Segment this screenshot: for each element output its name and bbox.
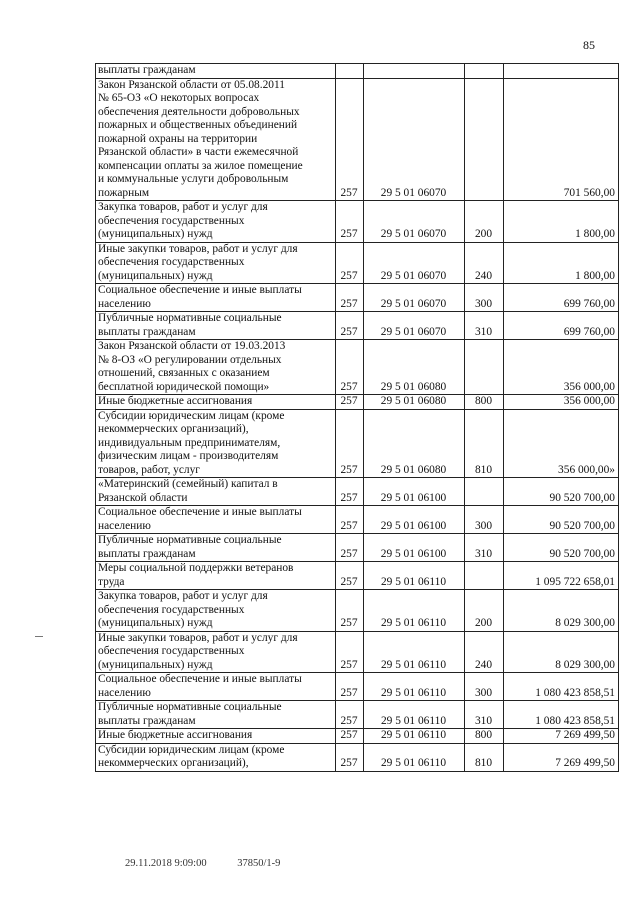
budget-table-body	[96, 64, 619, 772]
row-ministry-code-cell: 257	[336, 395, 364, 410]
row-amount-cell: 1 800,00	[504, 201, 619, 243]
row-expense-type-cell	[465, 78, 504, 201]
row-expense-type-cell: 300	[465, 506, 504, 534]
row-target-article-cell: 29 5 01 06070	[364, 78, 465, 201]
row-name-cell: Социальное обеспечение и иные выплаты населению	[96, 284, 336, 312]
row-ministry-code-cell: 257	[336, 729, 364, 744]
row-ministry-code-cell: 257	[336, 743, 364, 771]
row-target-article-cell: 29 5 01 06070	[364, 284, 465, 312]
row-amount-cell: 699 760,00	[504, 284, 619, 312]
table-row	[96, 395, 619, 410]
row-target-article-cell: 29 5 01 06070	[364, 312, 465, 340]
row-name-cell: Иные бюджетные ассигнования	[96, 729, 336, 744]
row-ministry-code-cell: 257	[336, 340, 364, 395]
row-target-article-cell	[364, 64, 465, 79]
row-name-cell: Публичные нормативные социальные выплаты гражданам	[96, 534, 336, 562]
row-expense-type-cell	[465, 478, 504, 506]
row-name-cell: Иные закупки товаров, работ и услуг для обеспечения государственных (муниципальных) нужд	[96, 631, 336, 673]
row-ministry-code-cell: 257	[336, 201, 364, 243]
row-target-article-cell: 29 5 01 06080	[364, 340, 465, 395]
table-row	[96, 201, 619, 243]
table-row	[96, 312, 619, 340]
row-expense-type-cell	[465, 562, 504, 590]
footer-timestamp: 29.11.2018 9:09:00	[125, 858, 207, 869]
row-ministry-code-cell	[336, 64, 364, 79]
row-name-cell: Субсидии юридическим лицам (кроме некоммерческих организаций),	[96, 743, 336, 771]
row-amount-cell: 8 029 300,00	[504, 590, 619, 632]
row-name-cell: Социальное обеспечение и иные выплаты населению	[96, 673, 336, 701]
page-footer	[125, 858, 308, 869]
row-expense-type-cell	[465, 340, 504, 395]
row-amount-cell: 90 520 700,00	[504, 478, 619, 506]
row-expense-type-cell: 800	[465, 729, 504, 744]
row-amount-cell: 1 095 722 658,01	[504, 562, 619, 590]
table-row	[96, 673, 619, 701]
row-name-cell: Меры социальной поддержки ветеранов труда	[96, 562, 336, 590]
margin-mark	[35, 636, 43, 637]
row-ministry-code-cell: 257	[336, 478, 364, 506]
table-row	[96, 78, 619, 201]
table-row	[96, 729, 619, 744]
table-row	[96, 64, 619, 79]
row-target-article-cell: 29 5 01 06080	[364, 395, 465, 410]
row-ministry-code-cell: 257	[336, 242, 364, 284]
row-amount-cell: 90 520 700,00	[504, 534, 619, 562]
table-row	[96, 534, 619, 562]
row-expense-type-cell: 310	[465, 534, 504, 562]
row-name-cell: Иные бюджетные ассигнования	[96, 395, 336, 410]
row-ministry-code-cell: 257	[336, 631, 364, 673]
row-ministry-code-cell: 257	[336, 590, 364, 632]
row-name-cell: Закон Рязанской области от 19.03.2013 № 8-ОЗ «О регулировании отдельных отношений, связанных с оказанием бесплатной юридической помощи»	[96, 340, 336, 395]
row-target-article-cell: 29 5 01 06110	[364, 743, 465, 771]
page-number: 85	[583, 38, 595, 52]
row-expense-type-cell	[465, 64, 504, 79]
table-row	[96, 701, 619, 729]
footer-doc-id: 37850/1-9	[237, 858, 281, 869]
table-row	[96, 478, 619, 506]
row-amount-cell: 7 269 499,50	[504, 729, 619, 744]
row-target-article-cell: 29 5 01 06070	[364, 242, 465, 284]
table-row	[96, 284, 619, 312]
table-row	[96, 340, 619, 395]
row-ministry-code-cell: 257	[336, 673, 364, 701]
row-amount-cell	[504, 64, 619, 79]
row-name-cell: Закон Рязанской области от 05.08.2011 № 65-ОЗ «О некоторых вопросах обеспечения деятельности добровольных пожарных и общественных объединений пожарной охраны на территории Рязанской области» в части ежемесячной компенсации оплаты за жилое помещение и коммунальные услуги добровольным пожарным	[96, 78, 336, 201]
row-amount-cell: 356 000,00	[504, 340, 619, 395]
row-target-article-cell: 29 5 01 06080	[364, 409, 465, 478]
row-amount-cell: 356 000,00»	[504, 409, 619, 478]
row-expense-type-cell: 810	[465, 743, 504, 771]
row-expense-type-cell: 310	[465, 312, 504, 340]
row-expense-type-cell: 300	[465, 673, 504, 701]
row-ministry-code-cell: 257	[336, 506, 364, 534]
row-amount-cell: 1 080 423 858,51	[504, 701, 619, 729]
row-target-article-cell: 29 5 01 06110	[364, 729, 465, 744]
row-ministry-code-cell: 257	[336, 409, 364, 478]
row-target-article-cell: 29 5 01 06100	[364, 478, 465, 506]
row-ministry-code-cell: 257	[336, 701, 364, 729]
row-expense-type-cell: 300	[465, 284, 504, 312]
row-amount-cell: 1 800,00	[504, 242, 619, 284]
row-amount-cell: 701 560,00	[504, 78, 619, 201]
row-expense-type-cell: 240	[465, 631, 504, 673]
table-row	[96, 631, 619, 673]
row-amount-cell: 356 000,00	[504, 395, 619, 410]
row-expense-type-cell: 240	[465, 242, 504, 284]
row-expense-type-cell: 310	[465, 701, 504, 729]
row-amount-cell: 7 269 499,50	[504, 743, 619, 771]
table-row	[96, 590, 619, 632]
row-name-cell: выплаты гражданам	[96, 64, 336, 79]
row-target-article-cell: 29 5 01 06070	[364, 201, 465, 243]
row-target-article-cell: 29 5 01 06100	[364, 534, 465, 562]
row-ministry-code-cell: 257	[336, 534, 364, 562]
row-expense-type-cell: 800	[465, 395, 504, 410]
row-target-article-cell: 29 5 01 06110	[364, 562, 465, 590]
row-amount-cell: 90 520 700,00	[504, 506, 619, 534]
row-name-cell: Закупка товаров, работ и услуг для обеспечения государственных (муниципальных) нужд	[96, 590, 336, 632]
row-amount-cell: 1 080 423 858,51	[504, 673, 619, 701]
table-row	[96, 506, 619, 534]
row-name-cell: Иные закупки товаров, работ и услуг для обеспечения государственных (муниципальных) нужд	[96, 242, 336, 284]
row-expense-type-cell: 810	[465, 409, 504, 478]
row-name-cell: «Материнский (семейный) капитал в Рязанской области	[96, 478, 336, 506]
row-target-article-cell: 29 5 01 06110	[364, 590, 465, 632]
row-amount-cell: 699 760,00	[504, 312, 619, 340]
row-name-cell: Закупка товаров, работ и услуг для обеспечения государственных (муниципальных) нужд	[96, 201, 336, 243]
row-target-article-cell: 29 5 01 06100	[364, 506, 465, 534]
row-name-cell: Публичные нормативные социальные выплаты гражданам	[96, 312, 336, 340]
row-target-article-cell: 29 5 01 06110	[364, 701, 465, 729]
table-row	[96, 562, 619, 590]
table-row	[96, 242, 619, 284]
budget-table	[95, 63, 619, 772]
row-ministry-code-cell: 257	[336, 312, 364, 340]
row-name-cell: Социальное обеспечение и иные выплаты населению	[96, 506, 336, 534]
row-target-article-cell: 29 5 01 06110	[364, 673, 465, 701]
row-expense-type-cell: 200	[465, 201, 504, 243]
row-name-cell: Субсидии юридическим лицам (кроме некоммерческих организаций), индивидуальным предпринимателям, физическим лицам - производителям товаров, работ, услуг	[96, 409, 336, 478]
row-target-article-cell: 29 5 01 06110	[364, 631, 465, 673]
table-row	[96, 409, 619, 478]
row-amount-cell: 8 029 300,00	[504, 631, 619, 673]
row-name-cell: Публичные нормативные социальные выплаты гражданам	[96, 701, 336, 729]
row-ministry-code-cell: 257	[336, 78, 364, 201]
row-ministry-code-cell: 257	[336, 562, 364, 590]
row-expense-type-cell: 200	[465, 590, 504, 632]
row-ministry-code-cell: 257	[336, 284, 364, 312]
table-row	[96, 743, 619, 771]
